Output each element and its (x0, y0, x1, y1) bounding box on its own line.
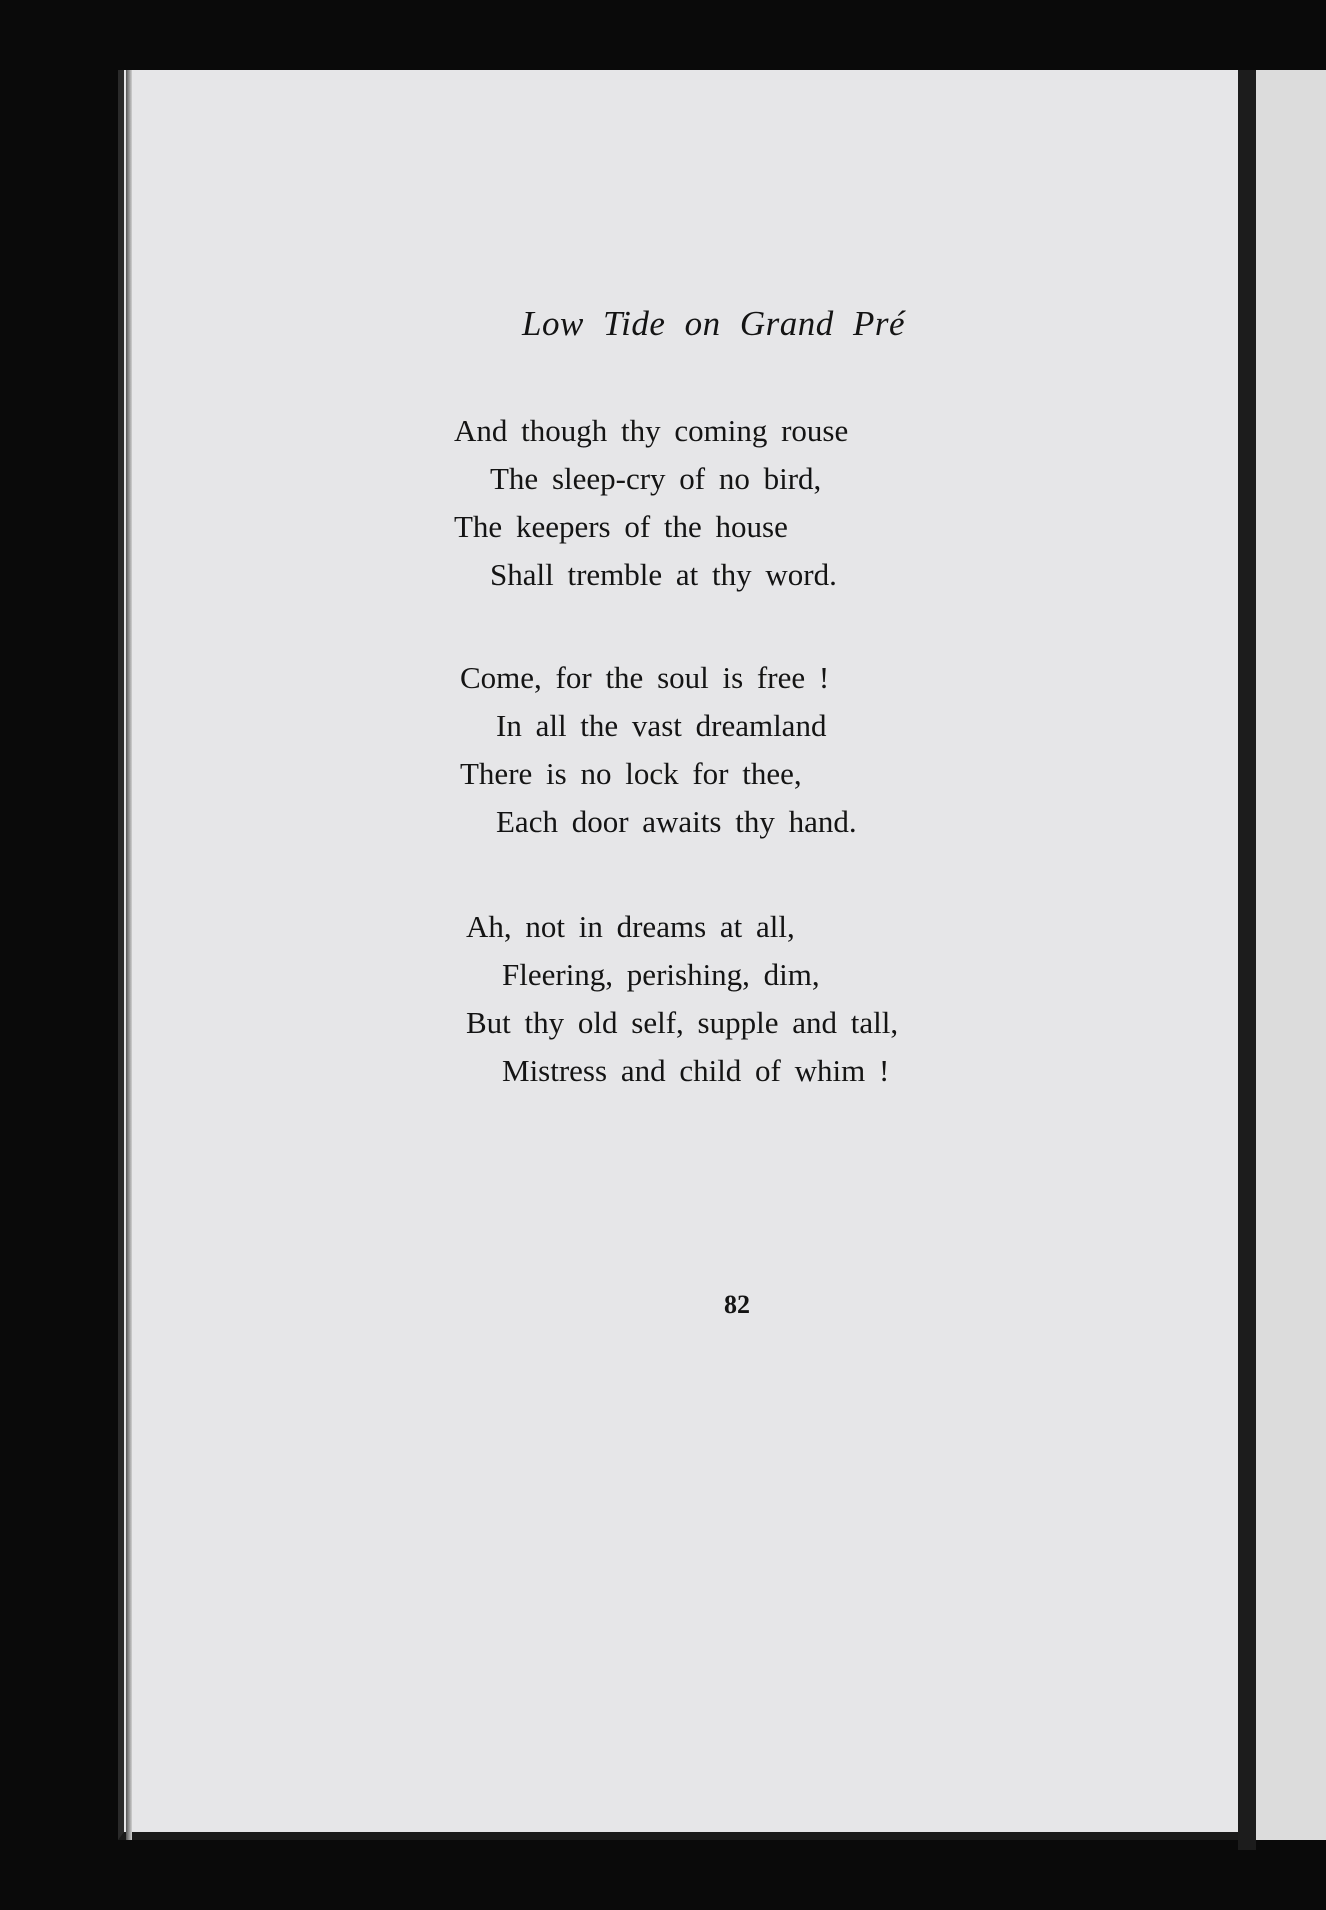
poem-line: There is no lock for thee, (460, 756, 802, 791)
page-gutter-shadow (1238, 70, 1256, 1850)
poem-line: Ah, not in dreams at all, (466, 909, 795, 944)
stanza (460, 654, 857, 846)
poem-line: In all the vast dreamland (496, 708, 827, 743)
poem-line: Come, for the soul is free ! (460, 660, 830, 695)
poem-line: But thy old self, supple and tall, (466, 1005, 899, 1040)
facing-page-edge (1256, 70, 1326, 1840)
poem-line: And though thy coming rouse (454, 413, 849, 448)
poem-line: The sleep-cry of no bird, (490, 461, 822, 496)
poem-line: Shall tremble at thy word. (490, 557, 837, 592)
page-number: 82 (724, 1290, 750, 1319)
poem-line: Each door awaits thy hand. (496, 804, 857, 839)
page-binding-edge (126, 70, 132, 1840)
stanza (466, 903, 898, 1095)
poem-line: Mistress and child of whim ! (502, 1053, 890, 1088)
running-title: Low Tide on Grand Pré (522, 304, 906, 343)
stanza (454, 407, 848, 599)
poem-line: Fleering, perishing, dim, (502, 957, 820, 992)
poem-line: The keepers of the house (454, 509, 788, 544)
